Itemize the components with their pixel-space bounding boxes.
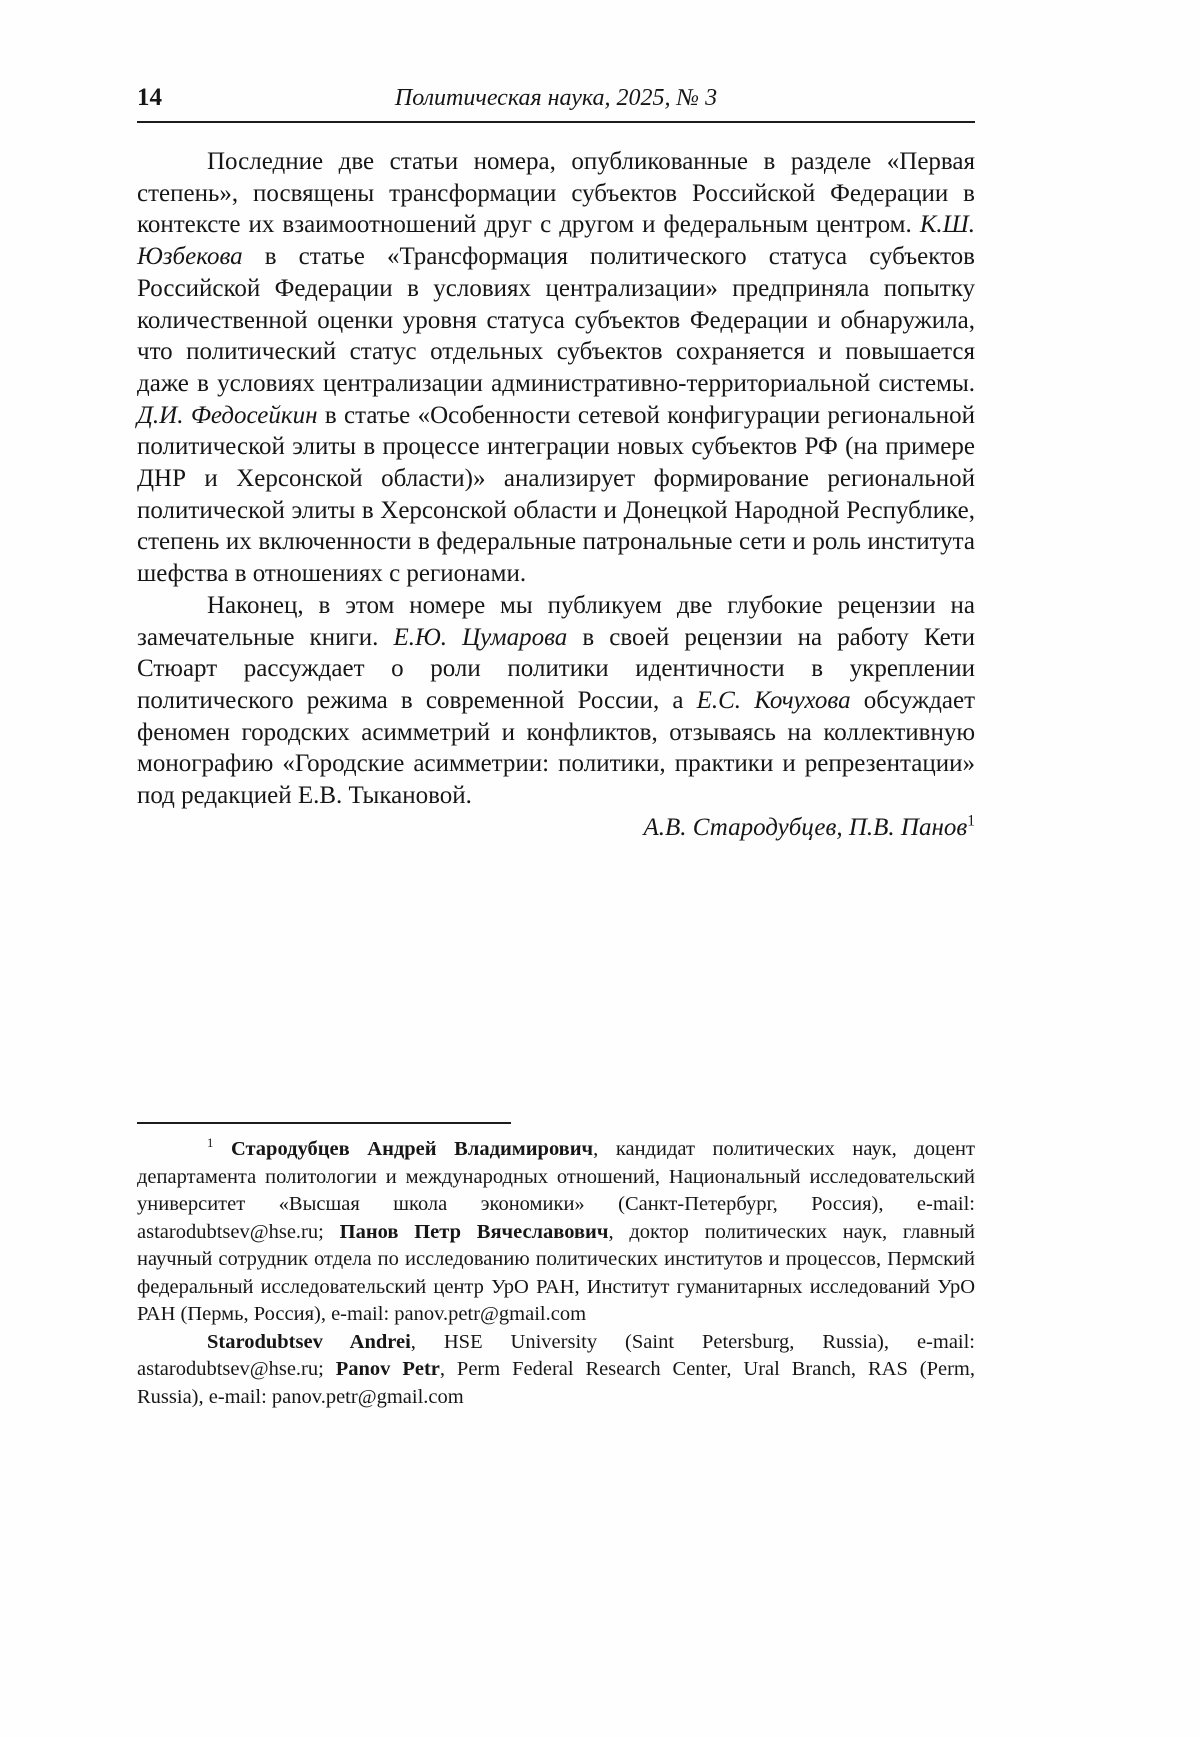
text-run: в своей рецензии на работу Кети Стюарт рассуждает о роли политики идентичности в укреплении политического режима в современной России, а (137, 623, 975, 714)
text-run: Е.Ю. Цумарова (393, 623, 568, 651)
page-number: 14 (137, 84, 162, 111)
footnote-ref-marker: 1 (967, 812, 975, 830)
text-run: А.В. Стародубцев, П.В. Панов (643, 813, 968, 841)
text-run: Наконец, в этом номере мы публикуем две глубокие рецензии на замечательные книги. (137, 591, 975, 651)
footnote-authors-ru (137, 1136, 975, 1329)
text-run: обсуждает феномен городских асимметрий и конфликтов, отзываясь на коллективную монографию «Городские асимметрии: политики, практики и репрезентации» под редакцией Е.В. Тыкановой. (137, 686, 976, 810)
footnote-separator-rule (137, 1122, 511, 1124)
text-run: Д.И. Федосейкин (137, 401, 318, 429)
article-body (137, 146, 975, 843)
text-run: Starodubtsev Andrei (207, 1330, 411, 1353)
text-run: , HSE University (Saint Petersburg, Russia), e-mail: astarodubtsev@hse.ru; (137, 1330, 976, 1380)
footnote-authors-en (137, 1329, 975, 1412)
text-run: в статье «Особенности сетевой конфигурации региональной политической элиты в процессе интеграции новых субъектов РФ (на примере ДНР и Херсонской области)» анализирует формирование региональной политической элиты в Херсонской области и Донецкой Народной Республике, степень их включенности в федеральные патрональные сети и роль института шефства в отношениях с регионами. (137, 401, 975, 588)
text-run: в статье «Трансформация политического статуса субъектов Российской Федерации в условиях централизации» предприняла попытку количественной оценки уровня статуса субъектов Федерации и обнаружила, что политический статус отдельных субъектов сохраняется и повышается даже в условиях централизации административно-территориальной системы. (137, 243, 975, 397)
footnote-area (137, 1122, 975, 1411)
authors-signature (137, 812, 975, 844)
text-run: , Perm Federal Research Center, Ural Branch, RAS (Perm, Russia), e-mail: panov.petr@gmail.com (137, 1358, 975, 1408)
text-run: Panov Petr (335, 1358, 440, 1380)
text-run: , кандидат политических наук, доцент департамента политологии и международных отношений, Национальный исследовательский университет «Высшая школа экономики» (Санкт-Петербург, Россия), e-mail: astarodubtsev@hse.ru; (137, 1138, 975, 1243)
text-run: Е.С. Кочухова (696, 686, 851, 714)
text-run: , доктор политических наук, главный научный сотрудник отдела по исследованию политических институтов и процессов, Пермский федеральный исследовательский центр УрО РАН, Институт гуманитарных исследований УрО РАН (Пермь, Россия), e-mail: panov.petr@gmail.com (137, 1220, 976, 1325)
footnote-ref-marker: 1 (207, 1136, 214, 1151)
page-header (137, 84, 975, 123)
text-run: Последние две статьи номера, опубликованные в разделе «Первая степень», посвящены трансформации субъектов Российской Федерации в контексте их взаимоотношений друг с другом и федеральным центром. (137, 148, 975, 239)
body-paragraph-2 (137, 590, 975, 812)
text-run: Панов Петр Вячеславович (339, 1220, 609, 1243)
body-paragraph-1 (137, 146, 975, 590)
text-run: Стародубцев Андрей Владимирович (213, 1138, 594, 1160)
journal-title: Политическая наука, 2025, № 3 (394, 85, 718, 111)
text-run: К.Ш. Юзбекова (137, 211, 975, 271)
